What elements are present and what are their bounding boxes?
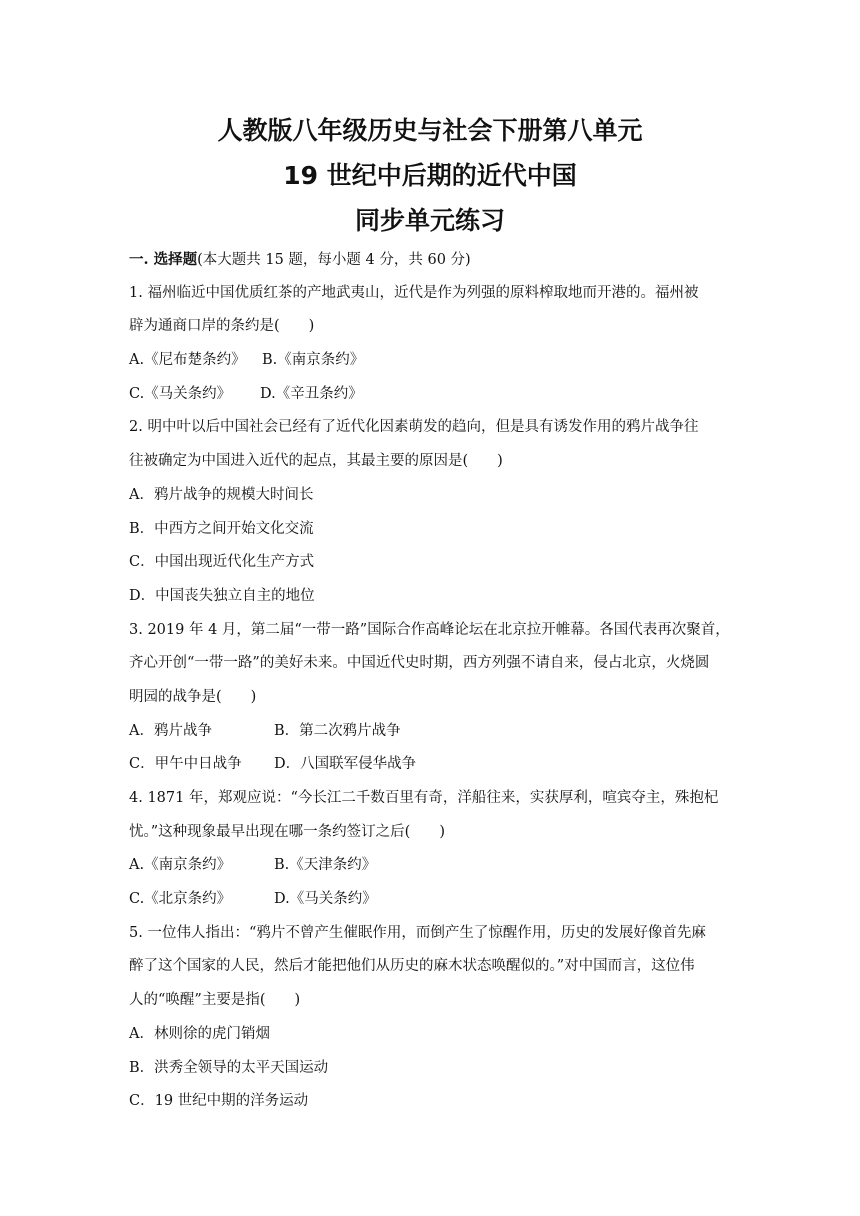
option-row: [129, 378, 733, 412]
question-stem-line: 辟为通商口岸的条约是( ): [129, 318, 315, 335]
question-stem-line: 4. 1871 年，郑观应说：“今长江二千数百里有奇，洋船往来，实获厚利，喧宾夺主，殊抱杞: [129, 790, 719, 806]
question-stem-line: 5. 一位伟人指出：“鸦片不曾产生催眠作用，而倒产生了惊醒作用，历史的发展好像首先麻: [129, 924, 706, 941]
question-5: [129, 917, 733, 1119]
option-b: B.《南京条约》: [262, 352, 365, 369]
question-2: [129, 411, 733, 613]
option-row: [129, 748, 733, 782]
option-b: B．洪秀全领导的太平天国运动: [129, 1059, 329, 1076]
option-d: D．中国丧失独立自主的地位: [129, 587, 315, 604]
question-stem-line: 1. 福州临近中国优质红茶的产地武夷山，近代是作为列强的原料榨取地而开港的。福州被: [129, 284, 699, 301]
title-line-2: 19 世纪中后期的近代中国: [283, 161, 577, 190]
option-b: B.《天津条约》: [274, 857, 377, 874]
option-a: A.《南京条约》: [129, 857, 232, 874]
question-3: [129, 614, 733, 782]
option-c: C．甲午中日战争: [129, 756, 242, 773]
option-c: C.《马关条约》: [129, 385, 232, 402]
option-row: [129, 883, 733, 917]
option-a: A.《尼布楚条约》: [129, 352, 246, 369]
section-label: 一. 选择题: [129, 251, 198, 268]
question-stem-line: 齐心开创“一带一路”的美好未来。中国近代史时期，西方列强不请自来，侵占北京，火烧圆: [129, 655, 710, 672]
option-d: D.《辛丑条约》: [260, 385, 363, 402]
option-c: C.《北京条约》: [129, 891, 232, 908]
option-a: A．林则徐的虎门销烟: [129, 1025, 270, 1042]
question-stem-line: 醉了这个国家的人民，然后才能把他们从历史的麻木状态唤醒似的。”对中国而言，这位伟: [129, 958, 695, 975]
document-title: [0, 108, 860, 243]
option-b: B．第二次鸦片战争: [274, 722, 401, 739]
question-stem-line: 2. 明中叶以后中国社会已经有了近代化因素萌发的趋向，但是具有诱发作用的鸦片战争往: [129, 419, 699, 436]
section-note: (本大题共 15 题，每小题 4 分，共 60 分): [197, 252, 471, 268]
question-stem-line: 往被确定为中国进入近代的起点，其最主要的原因是( ): [129, 453, 503, 470]
title-line-1: 人教版八年级历史与社会下册第八单元: [217, 116, 643, 145]
question-stem-line: 3. 2019 年 4 月，第二届“一带一路”国际合作高峰论坛在北京拉开帷幕。各国代表再次聚首，: [129, 621, 730, 638]
option-row: [129, 344, 733, 378]
question-stem-line: 忧。”这种现象最早出现在哪一条约签订之后( ): [129, 823, 445, 840]
question-stem-line: 人的“唤醒”主要是指( ): [129, 992, 301, 1009]
option-d: D.《马关条约》: [274, 891, 377, 908]
option-row: [129, 849, 733, 883]
option-c: C．中国出现近代化生产方式: [129, 554, 315, 571]
option-a: A．鸦片战争: [129, 722, 212, 739]
section-heading: [129, 243, 733, 277]
exercise-content: [129, 243, 733, 1119]
option-a: A．鸦片战争的规模大时间长: [129, 486, 314, 503]
option-b: B．中西方之间开始文化交流: [129, 520, 314, 537]
question-4: [129, 782, 733, 917]
option-d: D．八国联军侵华战争: [274, 756, 417, 773]
question-stem-line: 明园的战争是( ): [129, 688, 257, 705]
title-line-3: 同步单元练习: [354, 206, 505, 235]
option-row: [129, 715, 733, 749]
option-c: C．19 世纪中期的洋务运动: [129, 1093, 309, 1110]
question-1: [129, 277, 733, 412]
